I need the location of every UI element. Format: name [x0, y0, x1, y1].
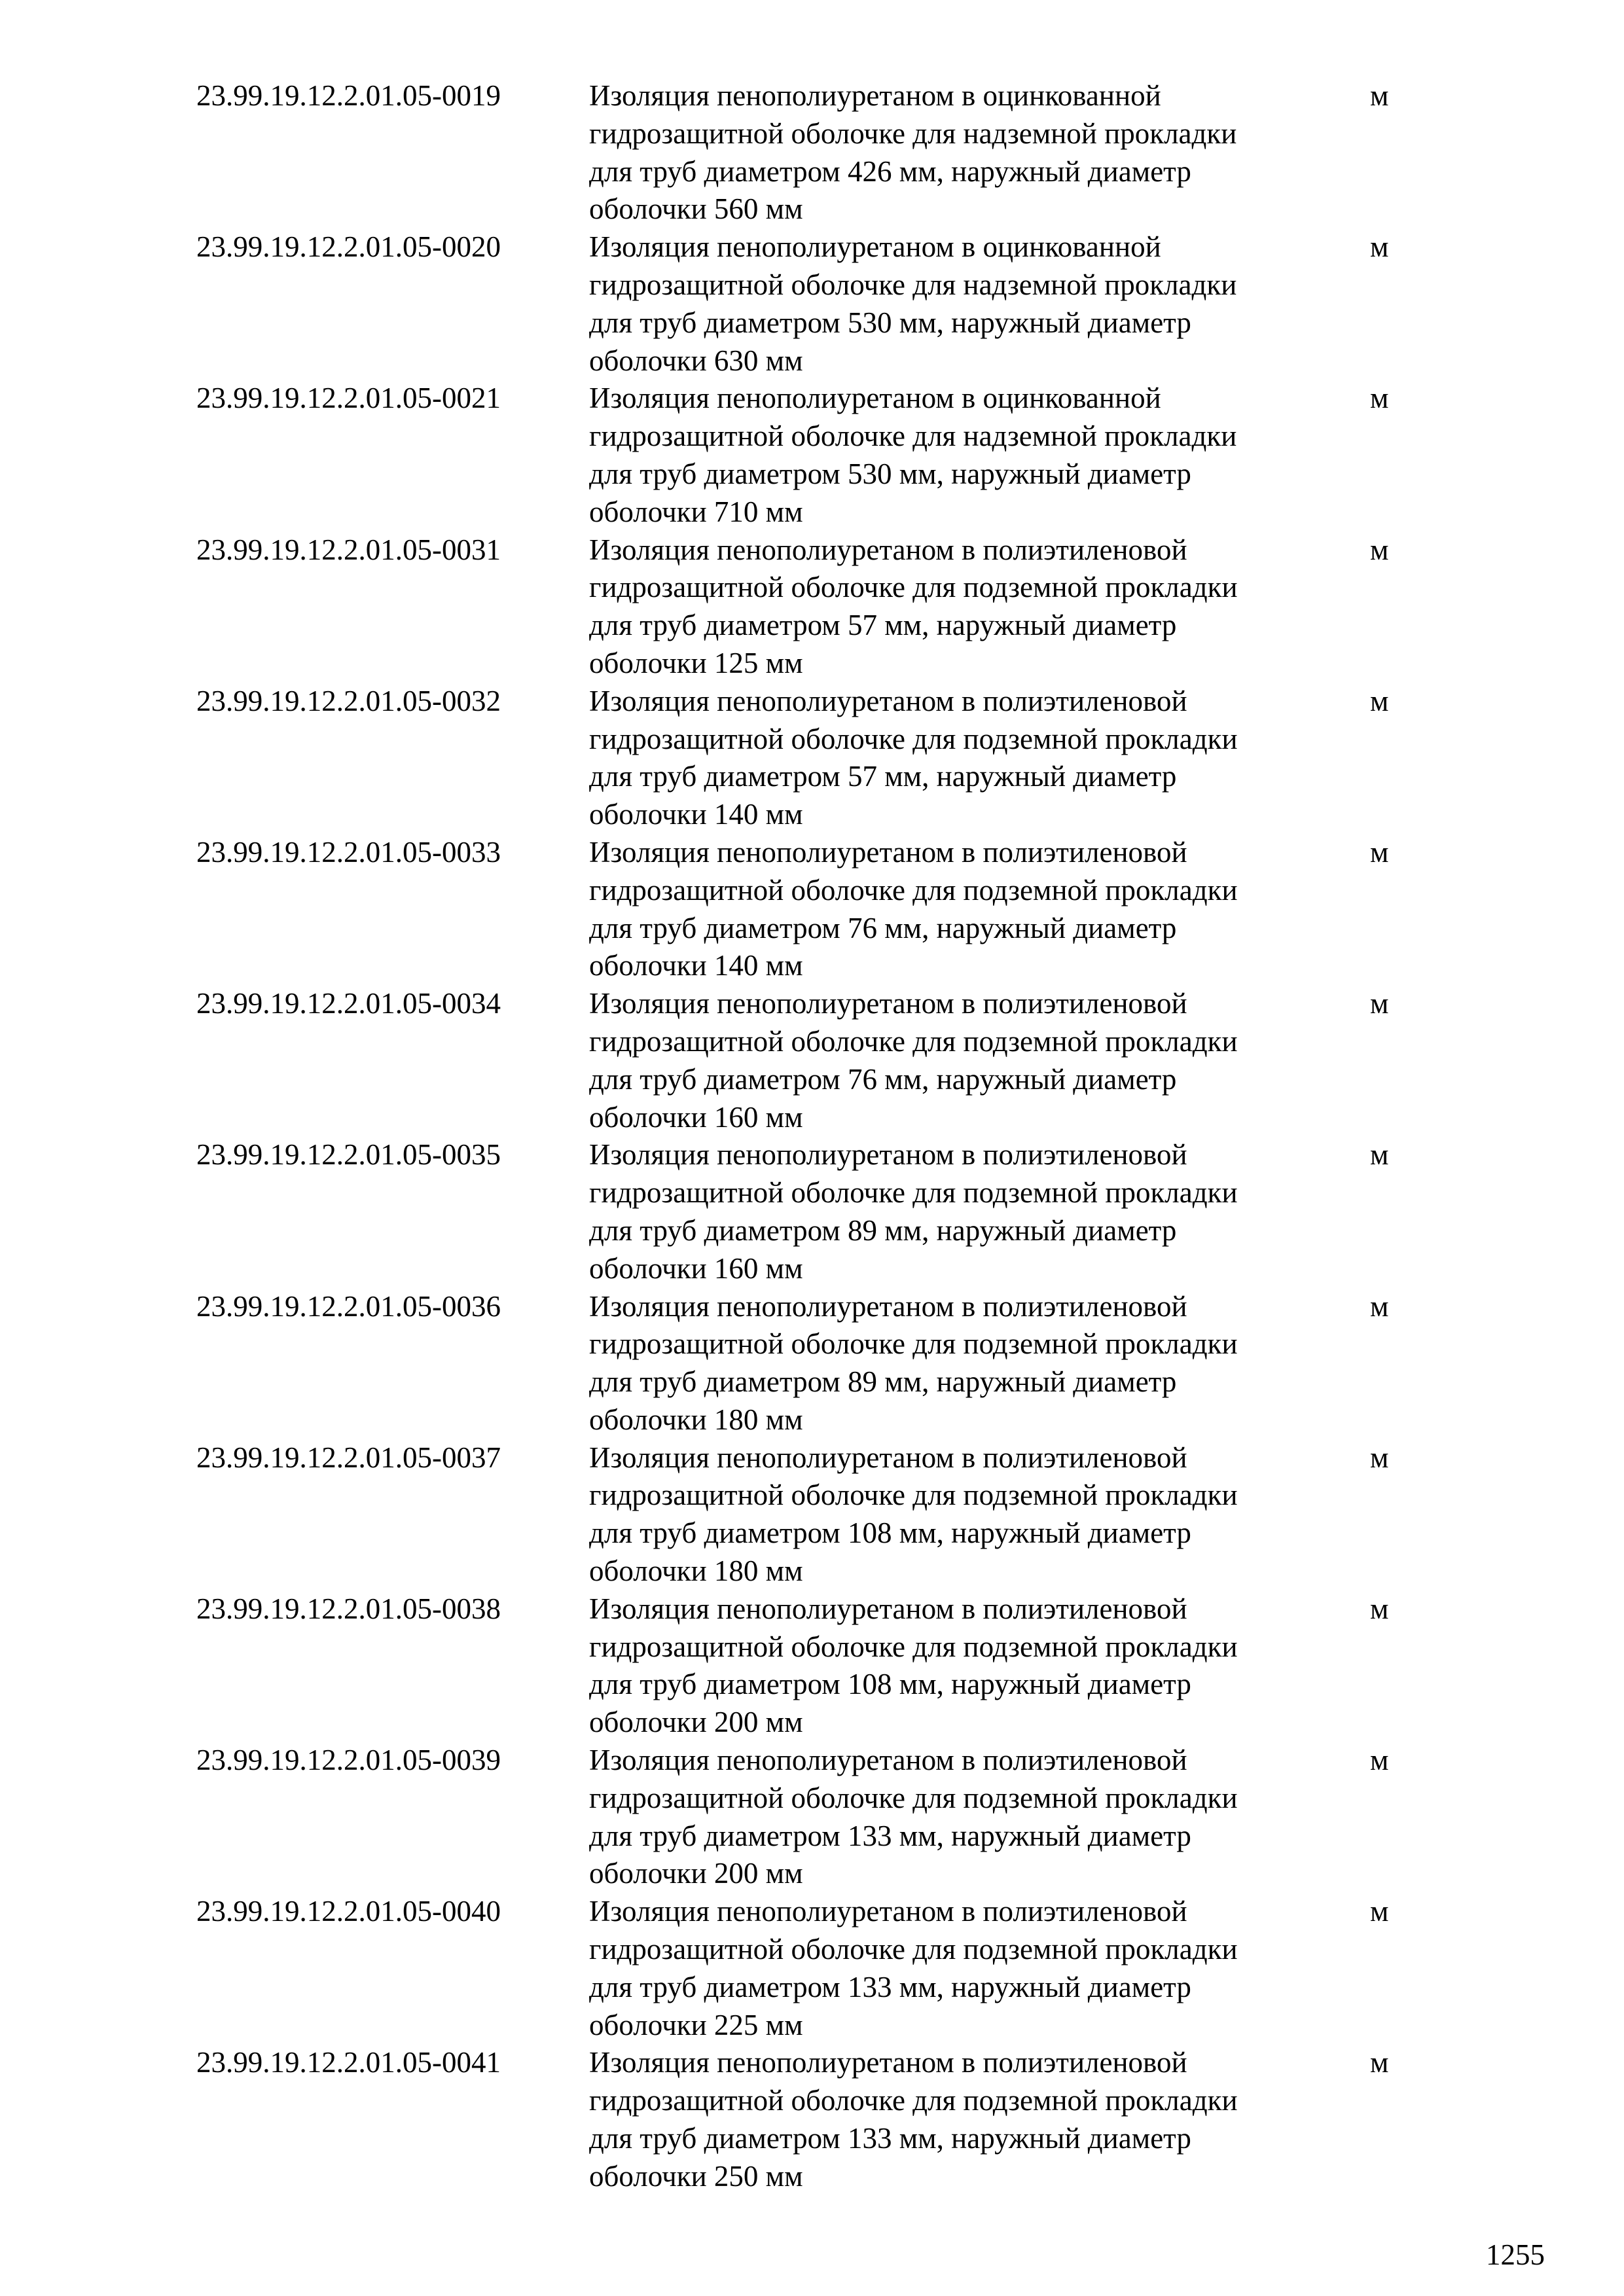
description-line: оболочки 225 мм: [589, 2008, 803, 2041]
description-line: гидрозащитной оболочке для надземной прокладки: [589, 420, 1237, 453]
description-line: для труб диаметром 89 мм, наружный диаметр: [589, 1365, 1177, 1399]
row-unit: м: [1370, 230, 1389, 264]
row-description: [589, 1288, 1348, 1439]
row-unit: м: [1370, 1895, 1389, 1928]
description-line: гидрозащитной оболочке для подземной прокладки: [589, 1630, 1238, 1663]
row-description: [589, 683, 1348, 834]
description-line: для труб диаметром 57 мм, наружный диаметр: [589, 609, 1177, 642]
row-unit: м: [1370, 1138, 1389, 1172]
row-description: [589, 834, 1348, 985]
description-line: для труб диаметром 76 мм, наружный диаметр: [589, 1062, 1177, 1096]
description-line: гидрозащитной оболочке для подземной прокладки: [589, 1024, 1238, 1058]
row-unit: м: [1370, 835, 1389, 869]
table-row: [196, 985, 1440, 1136]
row-description: [589, 77, 1348, 228]
description-line: для труб диаметром 133 мм, наружный диаметр: [589, 1970, 1191, 2003]
description-line: оболочки 180 мм: [589, 1403, 803, 1436]
description-line: гидрозащитной оболочке для подземной прокладки: [589, 571, 1238, 604]
table-row: [196, 228, 1440, 380]
description-line: для труб диаметром 133 мм, наружный диаметр: [589, 1819, 1191, 1852]
description-line: оболочки 125 мм: [589, 646, 803, 679]
table-row: [196, 380, 1440, 531]
description-line: для труб диаметром 108 мм, наружный диаметр: [589, 1668, 1191, 1701]
table-row: [196, 531, 1440, 683]
description-line: для труб диаметром 76 мм, наружный диаметр: [589, 911, 1177, 944]
description-line: для труб диаметром 108 мм, наружный диаметр: [589, 1516, 1191, 1550]
table-row: [196, 834, 1440, 985]
table-row: [196, 77, 1440, 228]
row-code: 23.99.19.12.2.01.05-0039: [196, 1744, 501, 1777]
table-row: [196, 1590, 1440, 1742]
row-unit: м: [1370, 1289, 1389, 1323]
description-line: Изоляция пенополиуретаном в полиэтиленовой: [589, 1138, 1187, 1172]
row-description: [589, 2044, 1348, 2195]
description-line: оболочки 630 мм: [589, 344, 803, 377]
row-unit: м: [1370, 1441, 1389, 1474]
row-description: [589, 1590, 1348, 1742]
description-line: оболочки 160 мм: [589, 1251, 803, 1285]
description-line: Изоляция пенополиуретаном в полиэтиленовой: [589, 835, 1187, 869]
row-code: 23.99.19.12.2.01.05-0035: [196, 1138, 501, 1172]
row-description: [589, 985, 1348, 1136]
row-code: 23.99.19.12.2.01.05-0038: [196, 1592, 501, 1625]
row-description: [589, 1136, 1348, 1287]
table-row: [196, 1893, 1440, 2044]
description-line: Изоляция пенополиуретаном в полиэтиленовой: [589, 684, 1187, 717]
description-line: Изоляция пенополиуретаном в полиэтиленовой: [589, 1441, 1187, 1474]
table-row: [196, 683, 1440, 834]
description-line: Изоляция пенополиуретаном в полиэтиленовой: [589, 1592, 1187, 1625]
row-description: [589, 531, 1348, 683]
row-code: 23.99.19.12.2.01.05-0034: [196, 987, 501, 1020]
row-description: [589, 1742, 1348, 1893]
description-line: для труб диаметром 530 мм, наружный диаметр: [589, 306, 1191, 339]
row-description: [589, 380, 1348, 531]
row-code: 23.99.19.12.2.01.05-0036: [196, 1289, 501, 1323]
row-unit: м: [1370, 1592, 1389, 1625]
description-line: гидрозащитной оболочке для подземной прокладки: [589, 1781, 1238, 1814]
description-line: оболочки 200 мм: [589, 1857, 803, 1890]
description-line: гидрозащитной оболочке для подземной прокладки: [589, 1176, 1238, 1210]
description-line: оболочки 160 мм: [589, 1100, 803, 1134]
page-number: 1255: [1486, 2238, 1545, 2271]
row-unit: м: [1370, 382, 1389, 415]
description-line: Изоляция пенополиуретаном в полиэтиленовой: [589, 1895, 1187, 1928]
description-line: оболочки 140 мм: [589, 949, 803, 982]
row-unit: м: [1370, 684, 1389, 717]
material-list: [196, 77, 1440, 2196]
description-line: оболочки 560 мм: [589, 192, 803, 226]
description-line: оболочки 710 мм: [589, 495, 803, 528]
row-unit: м: [1370, 987, 1389, 1020]
description-line: оболочки 140 мм: [589, 798, 803, 831]
description-line: для труб диаметром 57 мм, наружный диаметр: [589, 760, 1177, 793]
row-code: 23.99.19.12.2.01.05-0032: [196, 684, 501, 717]
row-description: [589, 1893, 1348, 2044]
description-line: оболочки 180 мм: [589, 1554, 803, 1588]
row-unit: м: [1370, 1744, 1389, 1777]
description-line: гидрозащитной оболочке для подземной прокладки: [589, 1327, 1238, 1361]
row-code: 23.99.19.12.2.01.05-0019: [196, 79, 501, 112]
description-line: для труб диаметром 133 мм, наружный диаметр: [589, 2122, 1191, 2155]
row-code: 23.99.19.12.2.01.05-0031: [196, 533, 501, 566]
table-row: [196, 1288, 1440, 1439]
description-line: Изоляция пенополиуретаном в полиэтиленовой: [589, 987, 1187, 1020]
description-line: Изоляция пенополиуретаном в полиэтиленовой: [589, 533, 1187, 566]
description-line: Изоляция пенополиуретаном в полиэтиленовой: [589, 1289, 1187, 1323]
row-code: 23.99.19.12.2.01.05-0033: [196, 835, 501, 869]
description-line: гидрозащитной оболочке для подземной прокладки: [589, 1479, 1238, 1512]
description-line: для труб диаметром 89 мм, наружный диаметр: [589, 1213, 1177, 1247]
description-line: Изоляция пенополиуретаном в полиэтиленовой: [589, 2046, 1187, 2079]
description-line: для труб диаметром 530 мм, наружный диаметр: [589, 457, 1191, 490]
description-line: Изоляция пенополиуретаном в полиэтиленовой: [589, 1744, 1187, 1777]
description-line: оболочки 200 мм: [589, 1706, 803, 1739]
description-line: гидрозащитной оболочке для надземной прокладки: [589, 268, 1237, 301]
row-code: 23.99.19.12.2.01.05-0020: [196, 230, 501, 264]
row-unit: м: [1370, 2046, 1389, 2079]
row-unit: м: [1370, 79, 1389, 112]
description-line: гидрозащитной оболочке для подземной прокладки: [589, 1933, 1238, 1966]
row-code: 23.99.19.12.2.01.05-0040: [196, 1895, 501, 1928]
row-code: 23.99.19.12.2.01.05-0021: [196, 382, 501, 415]
row-description: [589, 228, 1348, 380]
description-line: Изоляция пенополиуретаном в оцинкованной: [589, 79, 1161, 112]
description-line: оболочки 250 мм: [589, 2159, 803, 2193]
row-code: 23.99.19.12.2.01.05-0037: [196, 1441, 501, 1474]
table-row: [196, 2044, 1440, 2195]
description-line: Изоляция пенополиуретаном в оцинкованной: [589, 230, 1161, 264]
table-row: [196, 1439, 1440, 1590]
row-description: [589, 1439, 1348, 1590]
description-line: Изоляция пенополиуретаном в оцинкованной: [589, 382, 1161, 415]
description-line: гидрозащитной оболочке для надземной прокладки: [589, 117, 1237, 150]
row-unit: м: [1370, 533, 1389, 566]
description-line: гидрозащитной оболочке для подземной прокладки: [589, 873, 1238, 906]
row-code: 23.99.19.12.2.01.05-0041: [196, 2046, 501, 2079]
description-line: гидрозащитной оболочке для подземной прокладки: [589, 722, 1238, 755]
description-line: гидрозащитной оболочке для подземной прокладки: [589, 2084, 1238, 2117]
table-row: [196, 1136, 1440, 1287]
table-row: [196, 1742, 1440, 1893]
description-line: для труб диаметром 426 мм, наружный диаметр: [589, 154, 1191, 188]
